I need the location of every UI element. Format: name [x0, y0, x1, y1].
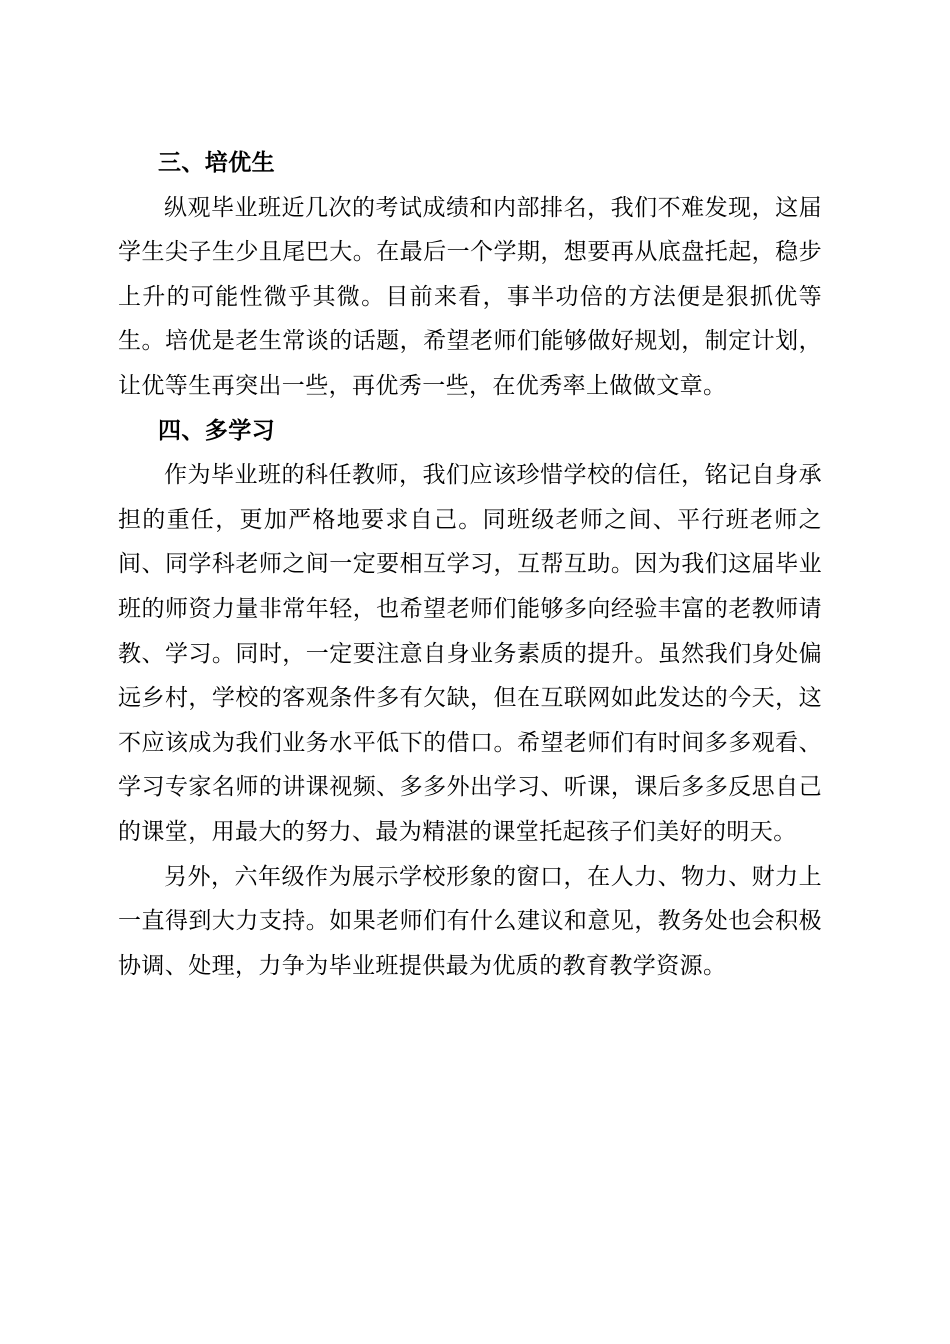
document-body: [118, 141, 822, 988]
section-4-paragraph-1: 作为毕业班的科任教师，我们应该珍惜学校的信任，铭记自身承担的重任，更加严格地要求自己。同班级老师之间、平行班老师之间、同学科老师之间一定要相互学习，互帮互助。因为我们这届毕业班的师资力量非常年轻，也希望老师们能够多向经验丰富的老教师请教、学习。同时，一定要注意自身业务素质的提升。虽然我们身处偏远乡村，学校的客观条件多有欠缺，但在互联网如此发达的今天，这不应该成为我们业务水平低下的借口。希望老师们有时间多多观看、学习专家名师的讲课视频、多多外出学习、听课，课后多多反思自己的课堂，用最大的努力、最为精湛的课堂托起孩子们美好的明天。: [118, 462, 822, 845]
section-heading-3: 三、培优生: [158, 150, 275, 176]
section-3-paragraph: 纵观毕业班近几次的考试成绩和内部排名，我们不难发现，这届学生尖子生少且尾巴大。在最后一个学期，想要再从底盘托起，稳步上升的可能性微乎其微。目前来看，事半功倍的方法便是狠抓优等生。培优是老生常谈的话题，希望老师们能够做好规划，制定计划，让优等生再突出一些，再优秀一些，在优秀率上做做文章。: [118, 194, 822, 399]
section-heading-4: 四、多学习: [158, 417, 275, 444]
section-4-paragraph-2: 另外，六年级作为展示学校形象的窗口，在人力、物力、财力上一直得到大力支持。如果老师们有什么建议和意见，教务处也会积极协调、处理，力争为毕业班提供最为优质的教育教学资源。: [118, 863, 822, 979]
